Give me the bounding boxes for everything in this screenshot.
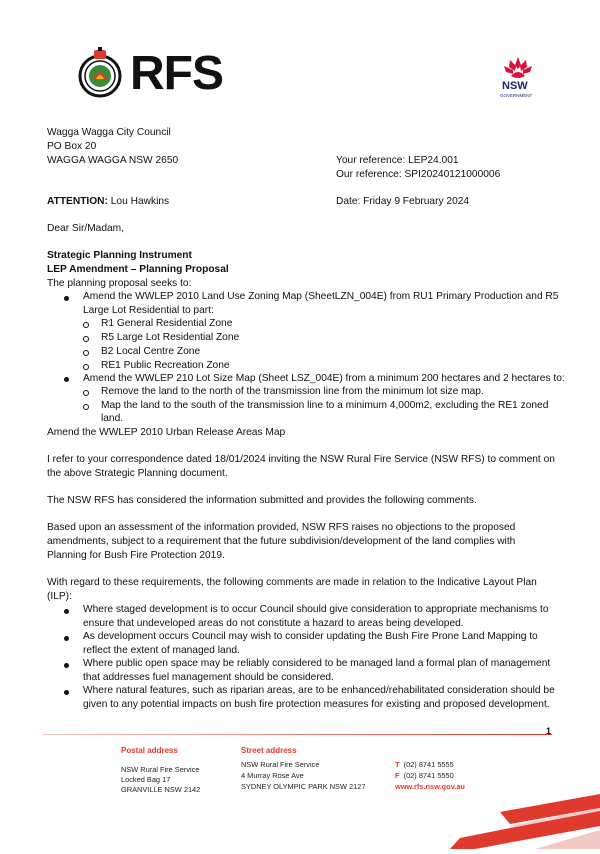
paragraph-line: (ILP): [47, 591, 72, 602]
paragraph-line: amendments, subject to a requirement that the future subdivision/development of the land complies with [47, 536, 516, 547]
sub-item: Remove the land to the north of the transmission line from the minimum lot size map. [101, 386, 484, 397]
circle-bullet-icon [83, 364, 89, 370]
nsw-logo-text: NSW [502, 80, 528, 92]
bullet-icon [64, 377, 69, 382]
address-line: WAGGA WAGGA NSW 2650 [47, 155, 179, 166]
intro-text: The planning proposal seeks to: [47, 278, 192, 289]
comment-line: Where natural features, such as riparian areas, are to be enhanced/rehabilitated consideration should be [83, 685, 555, 696]
bullet-icon [64, 296, 69, 301]
address-line: PO Box 20 [47, 141, 97, 152]
salutation: Dear Sir/Madam, [47, 223, 124, 234]
circle-bullet-icon [83, 322, 89, 328]
street-line: SYDNEY OLYMPIC PARK NSW 2127 [241, 782, 366, 791]
nsw-government-text: GOVERNMENT [500, 93, 533, 98]
list-item: Amend the WWLEP 210 Lot Size Map (Sheet LSZ_004E) from a minimum 200 hectares and 2 hectares to: [83, 373, 565, 384]
rfs-logo-text: RFS [130, 47, 223, 100]
subject-line: LEP Amendment – Planning Proposal [47, 264, 229, 275]
fax-label: F [395, 771, 400, 780]
paragraph-line: I refer to your correspondence dated 18/01/2024 inviting the NSW Rural Fire Service (NSW RFS) to comment on [47, 454, 555, 465]
list-item: Large Lot Residential to part: [83, 305, 214, 316]
paragraph-line: the above Strategic Planning document. [47, 468, 228, 479]
attention-line [47, 195, 169, 209]
paragraph-line: Planning for Bush Fire Protection 2019. [47, 550, 225, 561]
letter-date: Date: Friday 9 February 2024 [336, 196, 470, 207]
circle-bullet-icon [83, 336, 89, 342]
street-heading: Street address [241, 746, 297, 755]
list-item: Amend the WWLEP 2010 Urban Release Areas Map [47, 427, 286, 438]
rfs-emblem [76, 46, 124, 98]
fax-line [395, 771, 454, 782]
comment-line: As development occurs Council may wish to consider updating the Bush Fire Prone Land Mapping to [83, 631, 538, 642]
zone-item: B2 Local Centre Zone [101, 346, 201, 357]
comment-line: Where staged development is to occur Council should give consideration to appropriate mechanisms to [83, 604, 549, 615]
bullet-icon [64, 609, 69, 614]
zone-item: R5 Large Lot Residential Zone [101, 332, 240, 343]
nsw-waratah-icon [500, 55, 536, 81]
paragraph-line: Based upon an assessment of the information provided, NSW RFS raises no objections to the proposed [47, 522, 516, 533]
your-reference: Your reference: LEP24.001 [336, 155, 459, 166]
comment-line: given to any potential impacts on bush fire protection measures for existing and proposed development. [83, 699, 550, 710]
comment-line: ensure that undeveloped areas do not constitute a hazard to areas being developed. [83, 618, 464, 629]
circle-bullet-icon [83, 390, 89, 396]
street-line: 4 Murray Rose Ave [241, 771, 304, 780]
postal-line: NSW Rural Fire Service [121, 765, 200, 774]
postal-line: GRANVILLE NSW 2142 [121, 785, 201, 794]
comment-line: Where public open space may be reliably considered to be managed land a formal plan of management [83, 658, 551, 669]
phone-label: T [395, 760, 400, 769]
list-item: Amend the WWLEP 2010 Land Use Zoning Map (SheetLZN_004E) from RU1 Primary Production and R5 [83, 291, 559, 302]
zone-item: R1 General Residential Zone [101, 318, 233, 329]
page-number: 1 [546, 726, 552, 736]
street-line: NSW Rural Fire Service [241, 760, 320, 769]
website-link[interactable]: www.rfs.nsw.gov.au [395, 782, 465, 791]
paragraph-line: With regard to these requirements, the following comments are made in relation to the Indicative Layout Plan [47, 577, 537, 588]
phone-number: (02) 8741 5555 [403, 760, 454, 769]
address-line: Wagga Wagga City Council [47, 127, 171, 138]
attention-label: ATTENTION: [47, 196, 108, 207]
bullet-icon [64, 690, 69, 695]
phone-line [395, 760, 454, 771]
comment-line: that addresses fuel management should be considered. [83, 672, 334, 683]
attention-name: Lou Hawkins [107, 196, 170, 207]
sub-item: land. [101, 413, 124, 424]
sub-item: Map the land to the south of the transmission line to a minimum 4,000m2, excluding the RE1 zoned [101, 400, 549, 411]
subject-line: Strategic Planning Instrument [47, 250, 192, 261]
footer-divider [42, 734, 552, 735]
postal-heading: Postal address [121, 746, 178, 755]
fax-number: (02) 8741 5550 [403, 771, 454, 780]
comment-line: reflect the extent of managed land. [83, 645, 240, 656]
circle-bullet-icon [83, 350, 89, 356]
paragraph-line: The NSW RFS has considered the information submitted and provides the following comments. [47, 495, 477, 506]
postal-line: Locked Bag 17 [121, 775, 171, 784]
zone-item: RE1 Public Recreation Zone [101, 360, 230, 371]
rfs-swoosh-graphic [440, 790, 600, 849]
bullet-icon [64, 636, 69, 641]
circle-bullet-icon [83, 404, 89, 410]
bullet-icon [64, 663, 69, 668]
our-reference: Our reference: SPI20240121000006 [336, 169, 501, 180]
